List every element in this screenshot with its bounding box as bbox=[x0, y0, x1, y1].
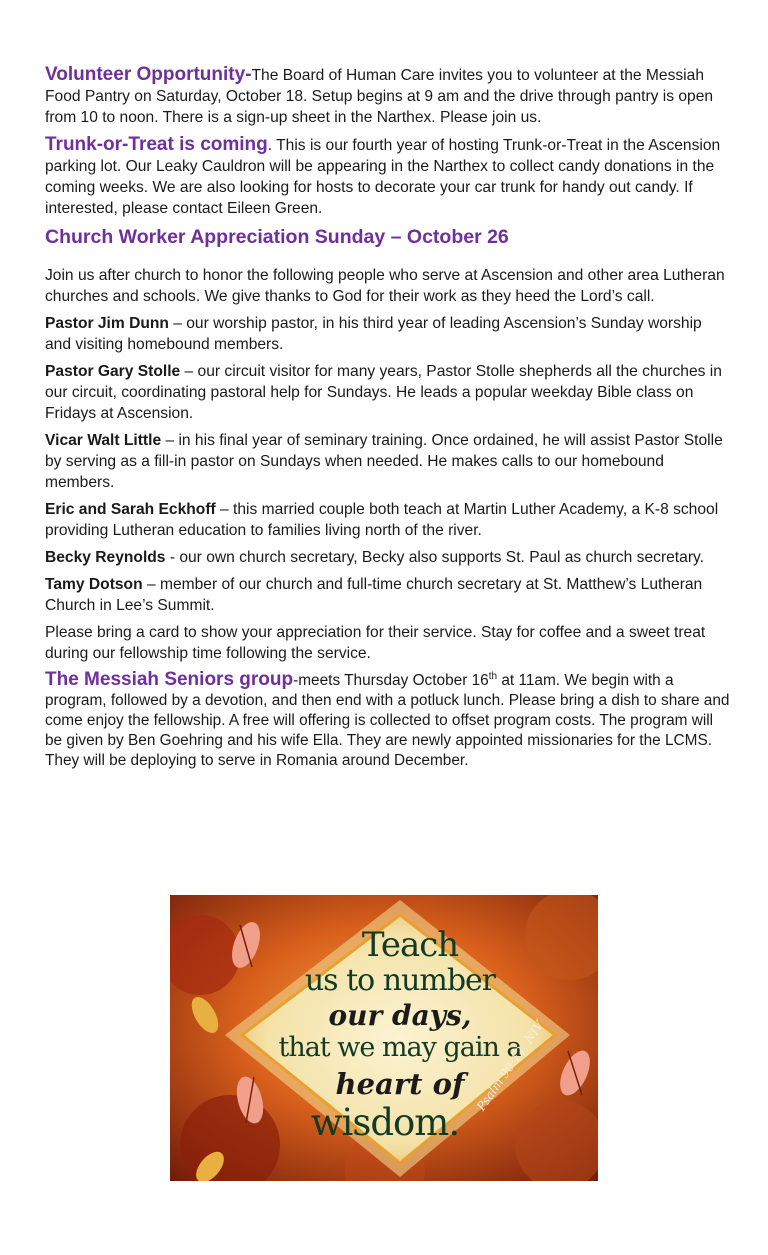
person-entry bbox=[45, 430, 731, 493]
ordinal-suffix: th bbox=[488, 671, 498, 682]
volunteer-heading: Volunteer Opportunity- bbox=[45, 64, 252, 85]
appreciation-heading: Church Worker Appreciation Sunday – October 26 bbox=[45, 226, 509, 248]
person-entry bbox=[45, 574, 731, 616]
person-name: Vicar Walt Little bbox=[45, 432, 162, 449]
person-description: – member of our church and full-time church secretary at St. Matthew’s Lutheran Church in Lee’s Summit. bbox=[45, 576, 703, 614]
verse-line: Teach bbox=[361, 925, 459, 965]
person-name: Eric and Sarah Eckhoff bbox=[45, 501, 216, 518]
person-name: Becky Reynolds bbox=[45, 549, 166, 566]
person-name: Pastor Jim Dunn bbox=[45, 315, 169, 332]
volunteer-paragraph bbox=[45, 64, 731, 128]
person-description: – in his final year of seminary training. Once ordained, he will assist Pastor Stolle by serving as a fill-in pastor on Sundays when needed. He makes calls to our homebound members. bbox=[45, 432, 723, 491]
seniors-body-start: -meets Thursday October 16 bbox=[293, 672, 489, 689]
person-name: Tamy Dotson bbox=[45, 576, 143, 593]
volunteer-body: The Board of Human Care invites you to volunteer at the Messiah Food Pantry on Saturday, October 18. Setup begins at 9 am and the drive through pantry is open from 10 to noon. There is a sign-up sheet in the Narthex. Please join us. bbox=[45, 67, 714, 126]
person-entry bbox=[45, 361, 731, 424]
seniors-paragraph bbox=[45, 670, 731, 771]
verse-line: wisdom. bbox=[310, 1101, 460, 1144]
person-entry bbox=[45, 547, 731, 568]
person-description: - our own church secretary, Becky also supports St. Paul as church secretary. bbox=[165, 549, 704, 566]
person-entry bbox=[45, 313, 731, 355]
verse-line: our days, bbox=[328, 999, 472, 1032]
scripture-poster bbox=[170, 895, 598, 1181]
newsletter-page bbox=[45, 64, 731, 771]
seniors-heading: The Messiah Seniors group bbox=[45, 669, 294, 690]
verse-line: us to number bbox=[304, 963, 496, 998]
verse-line: that we may gain a bbox=[278, 1032, 522, 1063]
scripture-verse bbox=[170, 895, 598, 1181]
verse-citation: Psalm 90:12, NIV bbox=[473, 1018, 547, 1114]
person-name: Pastor Gary Stolle bbox=[45, 363, 181, 380]
person-description: – our worship pastor, in his third year of leading Ascension’s Sunday worship and visiting homebound members. bbox=[45, 315, 702, 353]
trunk-body: . This is our fourth year of hosting Trunk-or-Treat in the Ascension parking lot. Our Leaky Cauldron will be appearing in the Narthex to collect candy donations in the coming weeks. We are also looking for hosts to decorate your car trunk for handy out candy. If interested, please contact Eileen Green. bbox=[45, 137, 721, 217]
appreciation-intro: Join us after church to honor the following people who serve at Ascension and other area Lutheran churches and schools. We give thanks to God for their work as they heed the Lord’s call. bbox=[45, 267, 725, 305]
seniors-section bbox=[45, 670, 731, 771]
person-entry bbox=[45, 499, 731, 541]
appreciation-closing: Please bring a card to show your appreciation for their service. Stay for coffee and a sweet treat during our fellowship time following the service. bbox=[45, 624, 706, 662]
person-description: – our circuit visitor for many years, Pastor Stolle shepherds all the churches in our circuit, coordinating pastoral help for Sundays. He leads a popular weekday Bible class on Fridays at Ascension. bbox=[45, 363, 722, 422]
trunk-heading: Trunk-or-Treat is coming bbox=[45, 134, 268, 155]
trunk-paragraph bbox=[45, 134, 731, 219]
verse-line: heart of bbox=[335, 1067, 465, 1101]
person-description: – this married couple both teach at Martin Luther Academy, a K-8 school providing Lutheran education to families living north of the river. bbox=[45, 501, 719, 539]
seniors-body-end: at 11am. We begin with a program, followed by a devotion, and then end with a potluck lunch. Please bring a dish to share and come enjoy the fellowship. A free will offering is collected to offset program costs. The program will be given by Ben Goehring and his wife Ella. They are newly appointed missionaries for the LCMS. They will be deploying to serve in Romania around December. bbox=[45, 672, 730, 769]
